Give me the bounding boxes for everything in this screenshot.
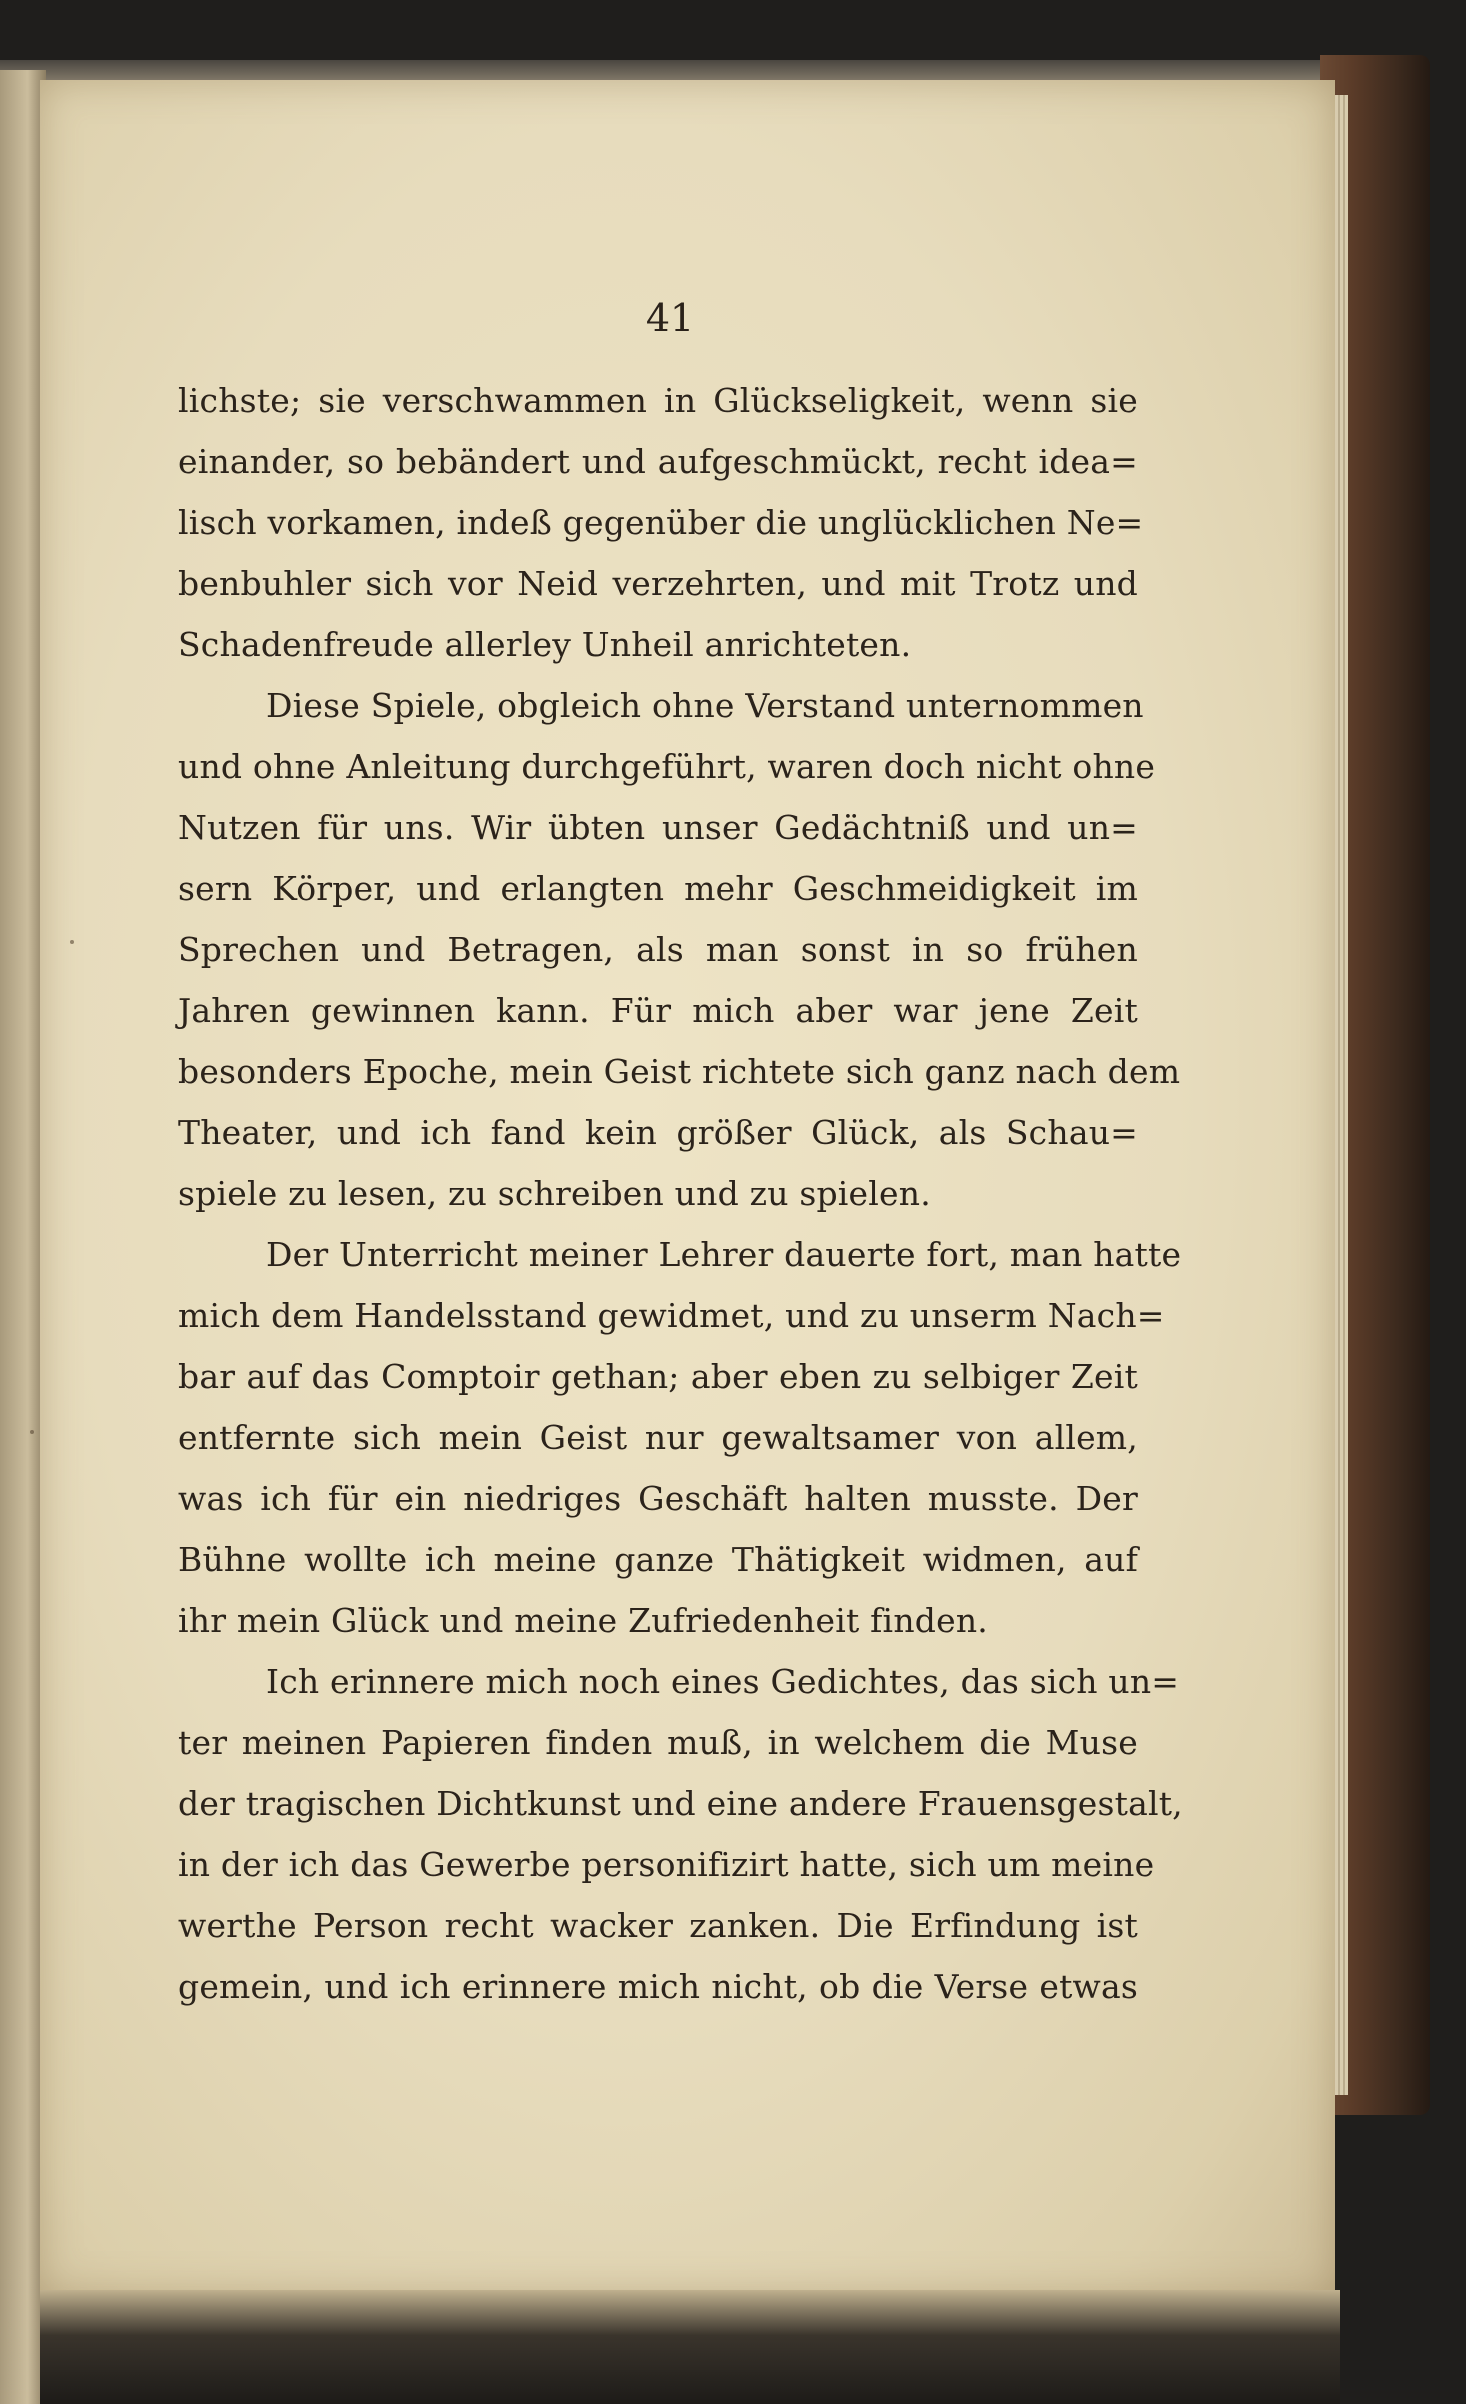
body-text [178, 370, 1183, 2017]
text-line: bar auf das Comptoir gethan; aber eben zu selbiger Zeit [178, 1357, 1138, 1396]
paper-speck [30, 1430, 34, 1434]
text-line: besonders Epoche, mein Geist richtete sich ganz nach dem [178, 1052, 1181, 1091]
text-line: was ich für ein niedriges Geschäft halten musste. Der [178, 1479, 1138, 1518]
text-line: lichste; sie verschwammen in Glückseligkeit, wenn sie [178, 381, 1138, 420]
book-bottom-edge [40, 2290, 1340, 2404]
text-line: und ohne Anleitung durchgeführt, waren doch nicht ohne [178, 747, 1156, 786]
text-line: der tragischen Dichtkunst und eine andere Frauensgestalt, [178, 1784, 1183, 1823]
text-line: Ich erinnere mich noch eines Gedichtes, das sich un= [266, 1662, 1180, 1701]
text-line: Jahren gewinnen kann. Für mich aber war jene Zeit [178, 991, 1138, 1030]
text-line: Schadenfreude allerley Unheil anrichteten. [178, 625, 912, 664]
page-number: 41 [645, 296, 695, 340]
text-line: Theater, und ich fand kein größer Glück, als Schau= [178, 1113, 1138, 1152]
text-line: in der ich das Gewerbe personifizirt hatte, sich um meine [178, 1845, 1155, 1884]
text-line: Diese Spiele, obgleich ohne Verstand unternommen [266, 686, 1144, 725]
text-line: ter meinen Papieren finden muß, in welchem die Muse [178, 1723, 1138, 1762]
text-line: gemein, und ich erinnere mich nicht, ob die Verse etwas [178, 1967, 1138, 2006]
text-line: ihr mein Glück und meine Zufriedenheit finden. [178, 1601, 988, 1640]
text-line: entfernte sich mein Geist nur gewaltsamer von allem, [178, 1418, 1138, 1457]
text-line: spiele zu lesen, zu schreiben und zu spielen. [178, 1174, 931, 1213]
text-line: Sprechen und Betragen, als man sonst in so frühen [178, 930, 1138, 969]
text-line: mich dem Handelsstand gewidmet, und zu unserm Nach= [178, 1296, 1165, 1335]
text-line: lisch vorkamen, indeß gegenüber die unglücklichen Ne= [178, 503, 1144, 542]
text-line: Der Unterricht meiner Lehrer dauerte fort, man hatte [266, 1235, 1182, 1274]
text-line: Bühne wollte ich meine ganze Thätigkeit widmen, auf [178, 1540, 1138, 1579]
text-line: benbuhler sich vor Neid verzehrten, und mit Trotz und [178, 564, 1138, 603]
paper-speck [70, 940, 74, 944]
text-line: werthe Person recht wacker zanken. Die Erfindung ist [178, 1906, 1138, 1945]
text-line: einander, so bebändert und aufgeschmückt, recht idea= [178, 442, 1138, 481]
text-line: sern Körper, und erlangten mehr Geschmeidigkeit im [178, 869, 1138, 908]
text-line: Nutzen für uns. Wir übten unser Gedächtniß und un= [178, 808, 1138, 847]
